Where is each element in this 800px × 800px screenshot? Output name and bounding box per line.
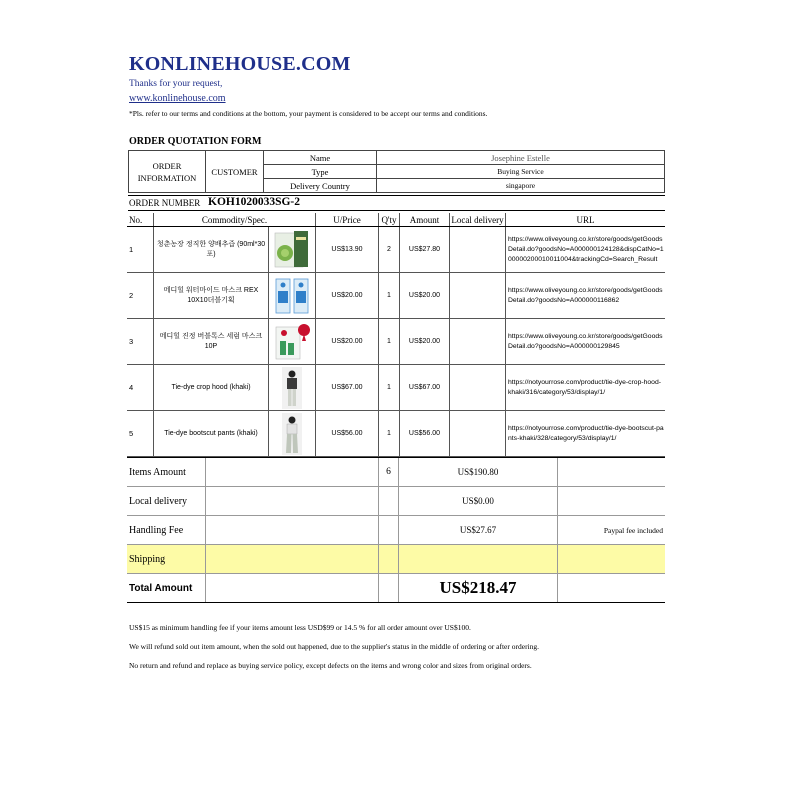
blank-cell bbox=[206, 487, 379, 516]
order-info-table bbox=[128, 150, 665, 193]
blank-cell bbox=[558, 458, 666, 487]
row-qty: 2 bbox=[379, 227, 400, 273]
items-amount-value: US$190.80 bbox=[399, 458, 558, 487]
header-no: No. bbox=[127, 213, 154, 227]
row-price: US$56.00 bbox=[316, 411, 379, 457]
row-url[interactable]: https://www.oliveyoung.co.kr/store/goods/getGoodsDetail.do?goodsNo=A000000129845 bbox=[506, 319, 666, 365]
row-price: US$20.00 bbox=[316, 273, 379, 319]
row-amount: US$56.00 bbox=[400, 411, 450, 457]
row-no: 2 bbox=[127, 273, 154, 319]
items-header-row bbox=[127, 213, 665, 227]
order-number-row bbox=[128, 195, 665, 211]
brand-title: KONLINEHOUSE.COM bbox=[129, 53, 351, 75]
customer-label: CUSTOMER bbox=[206, 151, 264, 193]
row-spec: 청춘농장 정직한 양배추즙 (90ml*30포) bbox=[154, 227, 269, 273]
row-price: US$67.00 bbox=[316, 365, 379, 411]
row-qty: 1 bbox=[379, 319, 400, 365]
footnote-return: No return and refund and replace as buying service policy, except defects on the items and wrong color and sizes from original orders. bbox=[129, 661, 532, 670]
handling-fee-value: US$27.67 bbox=[399, 516, 558, 545]
local-delivery-label: Local delivery bbox=[127, 487, 206, 516]
delivery-country-label: Delivery Country bbox=[264, 179, 377, 193]
table-row bbox=[127, 365, 665, 411]
items-count: 6 bbox=[379, 458, 399, 487]
row-url[interactable]: https://notyourrose.com/product/tie-dye-bootscut-pants-khaki/328/category/53/display/1/ bbox=[506, 411, 666, 457]
blank-cell bbox=[206, 574, 379, 603]
blank-cell bbox=[379, 516, 399, 545]
cabbage-juice-box-image bbox=[272, 229, 312, 271]
blank-cell bbox=[379, 545, 399, 574]
items-table bbox=[127, 213, 665, 457]
crop-hood-model-image bbox=[272, 367, 312, 409]
row-no: 1 bbox=[127, 227, 154, 273]
row-local bbox=[450, 365, 506, 411]
order-number-value: KOH1020033SG-2 bbox=[208, 196, 301, 208]
order-info-label-line2: INFORMATION bbox=[137, 172, 197, 183]
table-row bbox=[127, 227, 665, 273]
row-url[interactable]: https://www.oliveyoung.co.kr/store/goods/getGoodsDetail.do?goodsNo=A000000116862 bbox=[506, 273, 666, 319]
table-row bbox=[127, 319, 665, 365]
row-price: US$20.00 bbox=[316, 319, 379, 365]
delivery-country-value: singapore bbox=[377, 179, 665, 193]
blank-cell bbox=[206, 516, 379, 545]
header-qty: Q'ty bbox=[379, 213, 400, 227]
row-amount: US$20.00 bbox=[400, 273, 450, 319]
row-local bbox=[450, 227, 506, 273]
row-url[interactable]: https://www.oliveyoung.co.kr/store/goods/getGoodsDetail.do?goodsNo=A000000124128&dispCatNo=100000200010011004&trackingCd=Search_Result bbox=[506, 227, 666, 273]
header-url: URL bbox=[506, 213, 666, 227]
bubble-mask-pack-image bbox=[272, 321, 312, 363]
blank-cell bbox=[558, 487, 666, 516]
blank-cell bbox=[558, 574, 666, 603]
table-row bbox=[127, 273, 665, 319]
footnote-handling: US$15 as minimum handling fee if your items amount less USD$99 or 14.5 % for all order amount over US$100. bbox=[129, 623, 471, 632]
row-price: US$13.90 bbox=[316, 227, 379, 273]
terms-note: *Pls. refer to our terms and conditions at the bottom, your payment is considered to be accept our terms and conditions. bbox=[129, 109, 488, 118]
blank-cell bbox=[206, 458, 379, 487]
header-price: U/Price bbox=[316, 213, 379, 227]
row-qty: 1 bbox=[379, 365, 400, 411]
row-spec: 메디힐 워터마이드 마스크 REX 10X10더블기획 bbox=[154, 273, 269, 319]
handling-fee-label: Handling Fee bbox=[127, 516, 206, 545]
form-title: ORDER QUOTATION FORM bbox=[129, 136, 262, 147]
row-no: 4 bbox=[127, 365, 154, 411]
row-no: 3 bbox=[127, 319, 154, 365]
items-amount-row bbox=[127, 458, 665, 487]
row-no: 5 bbox=[127, 411, 154, 457]
row-spec: Tie-dye crop hood (khaki) bbox=[154, 365, 269, 411]
shipping-value bbox=[399, 545, 558, 574]
product-image bbox=[269, 319, 316, 365]
order-info-label-line1: ORDER bbox=[152, 160, 182, 171]
row-spec: 메디힐 진정 버블톡스 세럼 마스크 10P bbox=[154, 319, 269, 365]
type-label: Type bbox=[264, 165, 377, 179]
row-qty: 1 bbox=[379, 273, 400, 319]
row-url[interactable]: https://notyourrose.com/product/tie-dye-crop-hood-khaki/316/category/53/display/1/ bbox=[506, 365, 666, 411]
blank-cell bbox=[558, 545, 666, 574]
order-number-label: ORDER NUMBER bbox=[129, 198, 201, 208]
table-row bbox=[127, 411, 665, 457]
items-amount-label: Items Amount bbox=[127, 458, 206, 487]
row-spec: Tie-dye bootscut pants (khaki) bbox=[154, 411, 269, 457]
footnote-refund: We will refund sold out item amount, when the sold out happened, due to the supplier's status in the middle of ordering or after ordering. bbox=[129, 642, 540, 651]
product-image bbox=[269, 365, 316, 411]
thanks-text: Thanks for your request, bbox=[129, 79, 223, 89]
total-value: US$218.47 bbox=[399, 574, 558, 603]
shipping-label: Shipping bbox=[127, 545, 206, 574]
row-amount: US$67.00 bbox=[400, 365, 450, 411]
website-link[interactable]: www.konlinehouse.com bbox=[129, 93, 226, 104]
blue-mask-packs-image bbox=[272, 275, 312, 317]
handling-fee-note: Paypal fee included bbox=[558, 516, 666, 545]
row-amount: US$27.80 bbox=[400, 227, 450, 273]
blank-cell bbox=[206, 545, 379, 574]
header-amount: Amount bbox=[400, 213, 450, 227]
total-row bbox=[127, 574, 665, 603]
local-delivery-row bbox=[127, 487, 665, 516]
header-local: Local delivery bbox=[451, 214, 504, 225]
blank-cell bbox=[379, 574, 399, 603]
row-amount: US$20.00 bbox=[400, 319, 450, 365]
shipping-row bbox=[127, 545, 665, 574]
row-local bbox=[450, 411, 506, 457]
row-local bbox=[450, 319, 506, 365]
row-qty: 1 bbox=[379, 411, 400, 457]
local-delivery-value: US$0.00 bbox=[399, 487, 558, 516]
total-label: Total Amount bbox=[127, 574, 206, 603]
row-local bbox=[450, 273, 506, 319]
name-label: Name bbox=[264, 151, 377, 165]
blank-cell bbox=[379, 487, 399, 516]
totals-table bbox=[127, 457, 665, 603]
name-value: Josephine Estelle bbox=[377, 151, 665, 165]
product-image bbox=[269, 227, 316, 273]
handling-fee-row bbox=[127, 516, 665, 545]
header-spec: Commodity/Spec. bbox=[154, 213, 316, 227]
order-info-label bbox=[129, 151, 206, 193]
product-image bbox=[269, 273, 316, 319]
product-image bbox=[269, 411, 316, 457]
bootscut-pants-model-image bbox=[272, 413, 312, 455]
type-value: Buying Service bbox=[377, 165, 665, 179]
